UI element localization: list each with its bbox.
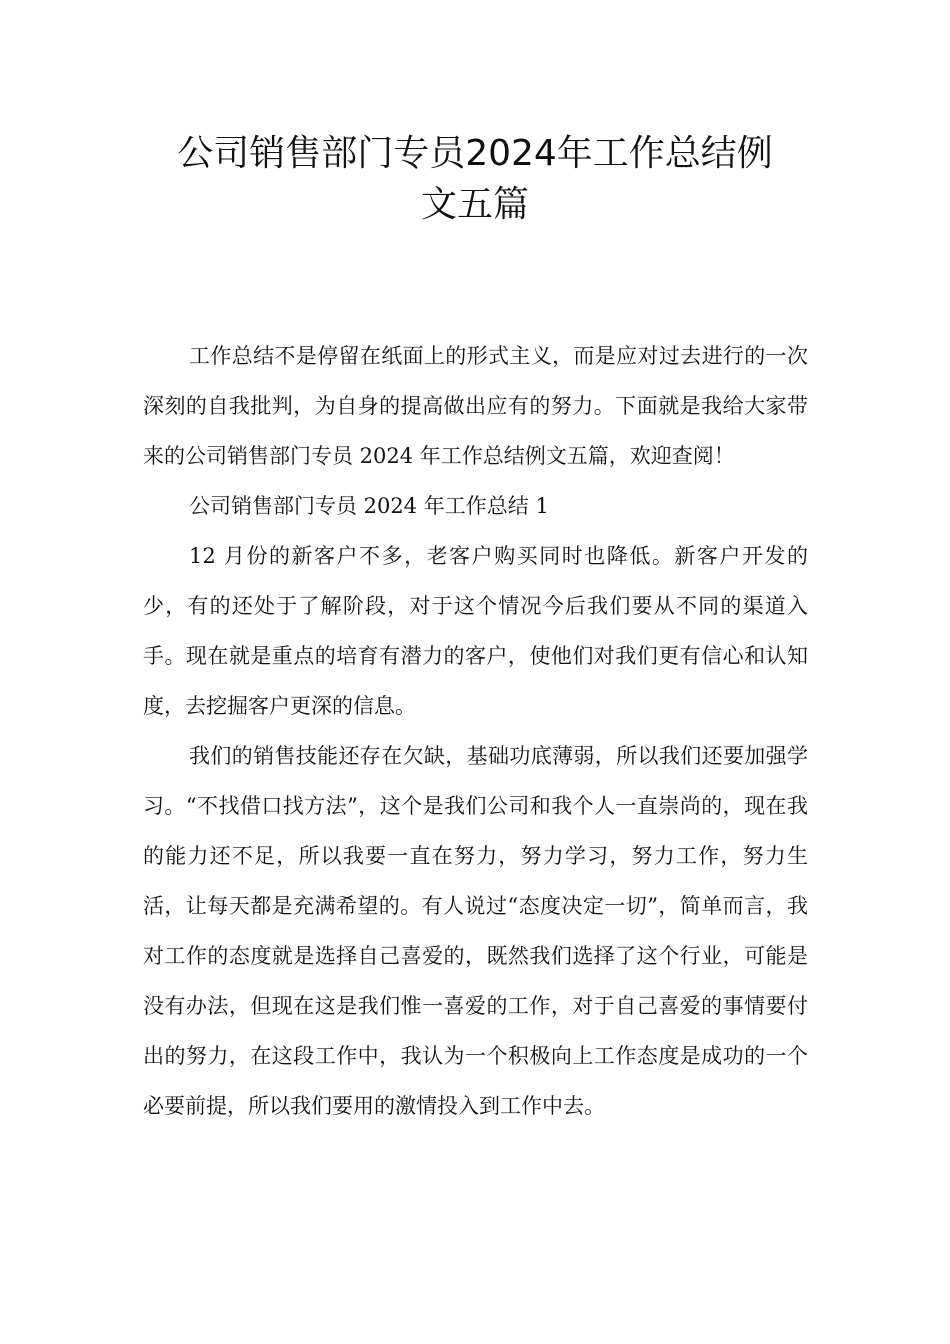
section-heading: 公司销售部门专员 2024 年工作总结 1 bbox=[189, 494, 549, 518]
body-paragraph: 12 月份的新客户不多，老客户购买同时也降低。新客户开发的少，有的还处于了解阶段，对于这个情况今后我们要从不同的渠道入手。现在就是重点的培育有潜力的客户，使他们对我们更有信心和认知度，去挖掘客户更深的信息。 bbox=[143, 544, 808, 718]
intro-paragraph: 工作总结不是停留在纸面上的形式主义，而是应对过去进行的一次深刻的自我批判，为自身的提高做出应有的努力。下面就是我给大家带来的公司销售部门专员 2024 年工作总结例文五篇，欢迎查阅！ bbox=[143, 344, 808, 468]
body-paragraph: 我们的销售技能还存在欠缺，基础功底薄弱，所以我们还要加强学习。“不找借口找方法”，这个是我们公司和我个人一直崇尚的，现在我的能力还不足，所以我要一直在努力，努力学习，努力工作，努力生活，让每天都是充满希望的。有人说过“态度决定一切”，简单而言，我对工作的态度就是选择自己喜爱的，既然我们选择了这个行业，可能是没有办法，但现在这是我们惟一喜爱的工作，对于自己喜爱的事情要付出的努力，在这段工作中，我认为一个积极向上工作态度是成功的一个必要前提，所以我们要用的激情投入到工作中去。 bbox=[143, 744, 808, 1118]
document-title-line-2: 文五篇 bbox=[420, 184, 529, 225]
document-body bbox=[143, 331, 808, 1131]
document-title-line-1: 公司销售部门专员2024年工作总结例 bbox=[177, 133, 773, 174]
